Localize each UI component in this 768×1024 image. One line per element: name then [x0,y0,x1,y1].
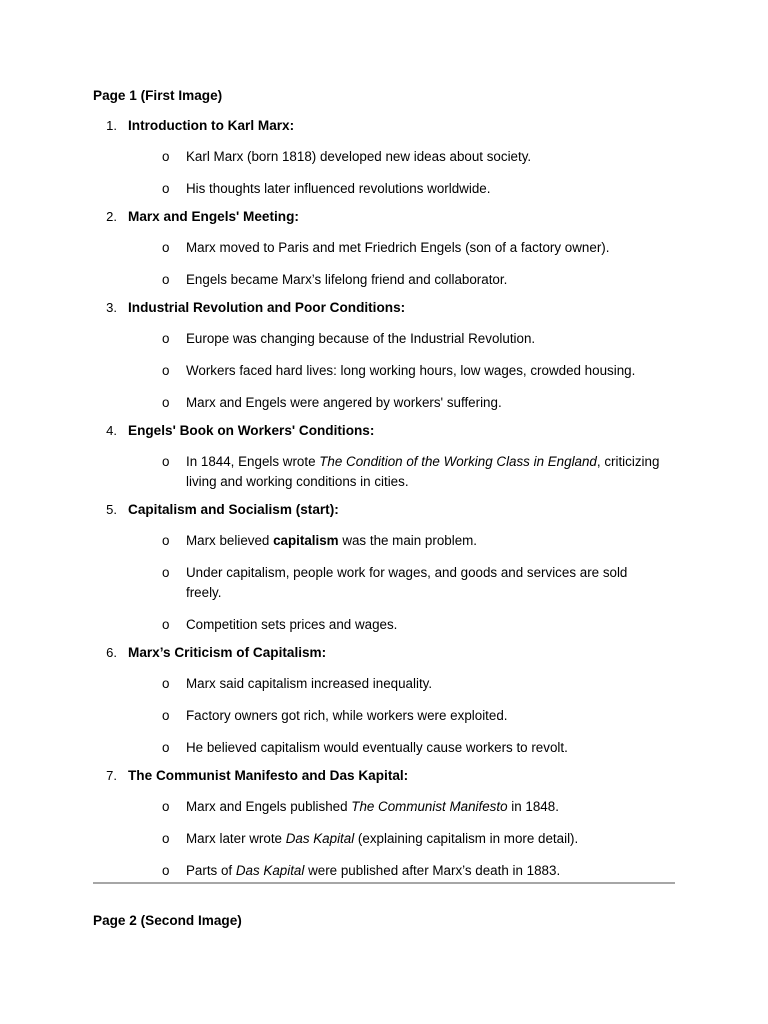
text-run: Europe was changing because of the Industrial Revolution. [186,331,536,346]
bullet-text [186,797,661,817]
text-run: Karl Marx (born 1818) developed new ideas about society. [186,149,532,164]
bullet-marker: o [162,617,170,632]
text-run: He believed capitalism would eventually cause workers to revolt. [186,740,568,755]
bullet-text [186,361,661,381]
text-run: Under capitalism, people work for wages, and goods and services are sold freely. [186,565,628,600]
bullet-item [0,706,768,726]
bullet-text [186,452,661,492]
section-heading [0,299,768,317]
bullet-marker: o [162,533,170,548]
bullet-marker: o [162,708,170,723]
text-run: His thoughts later influenced revolutions worldwide. [186,181,491,196]
section-heading [0,501,768,519]
section-title: Engels' Book on Workers' Conditions: [128,423,375,438]
bullet-marker: o [162,740,170,755]
section-title: Industrial Revolution and Poor Conditions: [128,300,406,315]
section-title: Marx’s Criticism of Capitalism: [128,645,327,660]
bullet-list [0,531,768,635]
bullet-marker: o [162,331,170,346]
bullet-item [0,615,768,635]
bullet-item [0,452,768,492]
bullet-text [186,615,661,635]
bullet-text [186,270,661,290]
text-run: Competition sets prices and wages. [186,617,398,632]
section-number: 5. [106,502,117,517]
bullet-item [0,531,768,551]
section-number: 1. [106,118,117,133]
section-number: 4. [106,423,117,438]
bullet-item [0,238,768,258]
section-number: 2. [106,209,117,224]
italic-title-text: The Communist Manifesto [351,799,508,814]
bullet-text [186,329,661,349]
section-title: The Communist Manifesto and Das Kapital: [128,768,409,783]
bullet-item [0,147,768,167]
bullet-item [0,674,768,694]
text-run: was the main problem. [338,533,478,548]
section-heading [0,117,768,135]
italic-title-text: Das Kapital [285,831,355,846]
bullet-text [186,147,661,167]
section-heading [0,644,768,662]
italic-title-text: Das Kapital [235,863,305,878]
section-item [0,117,768,199]
text-run: In 1844, Engels wrote [186,454,320,469]
bullet-text [186,706,661,726]
section-number: 7. [106,768,117,783]
text-run: were published after Marx’s death in 1883. [304,863,561,878]
text-run: Workers faced hard lives: long working hours, low wages, crowded housing. [186,363,636,378]
bullet-marker: o [162,565,170,580]
bullet-marker: o [162,831,170,846]
bullet-text [186,238,661,258]
bullet-item [0,179,768,199]
section-heading [0,422,768,440]
bullet-marker: o [162,149,170,164]
section-list [0,117,768,890]
italic-title-text: The Condition of the Working Class in England [319,454,597,469]
text-run: in 1848. [507,799,559,814]
section-title: Introduction to Karl Marx: [128,118,295,133]
section-item [0,208,768,290]
page-heading: Page 1 (First Image) [93,88,223,103]
section-item [0,299,768,413]
bullet-marker: o [162,454,170,469]
bullet-item [0,329,768,349]
bullet-list [0,147,768,199]
section-item [0,767,768,881]
bullet-marker: o [162,676,170,691]
bullet-marker: o [162,395,170,410]
section-item [0,422,768,492]
bullet-list [0,674,768,758]
bullet-marker: o [162,240,170,255]
section-item [0,501,768,635]
horizontal-rule [93,882,675,884]
text-run: Parts of [186,863,236,878]
bullet-item [0,361,768,381]
bullet-list [0,329,768,413]
section-heading [0,208,768,226]
text-run: Engels became Marx’s lifelong friend and collaborator. [186,272,508,287]
bullet-item [0,738,768,758]
bullet-list [0,452,768,492]
text-run: Marx moved to Paris and met Friedrich Engels (son of a factory owner). [186,240,610,255]
bullet-item [0,797,768,817]
page-heading: Page 2 (Second Image) [93,913,242,928]
section-title: Marx and Engels' Meeting: [128,209,299,224]
bullet-text [186,829,661,849]
text-run: Marx and Engels published [186,799,352,814]
bullet-text [186,531,661,551]
bullet-item [0,393,768,413]
bold-term-text: capitalism [273,533,339,548]
bullet-list [0,238,768,290]
bullet-item [0,270,768,290]
text-run: Marx said capitalism increased inequality. [186,676,433,691]
bullet-marker: o [162,181,170,196]
text-run: , criticizing living and working conditions in cities. [186,454,660,489]
bullet-marker: o [162,272,170,287]
text-run: Marx later wrote [186,831,286,846]
bullet-item [0,563,768,603]
text-run: Marx and Engels were angered by workers' suffering. [186,395,502,410]
section-title: Capitalism and Socialism (start): [128,502,339,517]
text-run: (explaining capitalism in more detail). [354,831,579,846]
section-number: 6. [106,645,117,660]
bullet-marker: o [162,799,170,814]
section-number: 3. [106,300,117,315]
bullet-text [186,861,661,881]
section-heading [0,767,768,785]
section-item [0,644,768,758]
text-run: Marx believed [186,533,274,548]
bullet-marker: o [162,863,170,878]
bullet-text [186,393,661,413]
bullet-item [0,829,768,849]
text-run: Factory owners got rich, while workers were exploited. [186,708,508,723]
bullet-list [0,797,768,881]
bullet-text [186,179,661,199]
bullet-text [186,738,661,758]
bullet-text [186,674,661,694]
bullet-item [0,861,768,881]
bullet-marker: o [162,363,170,378]
bullet-text [186,563,661,603]
